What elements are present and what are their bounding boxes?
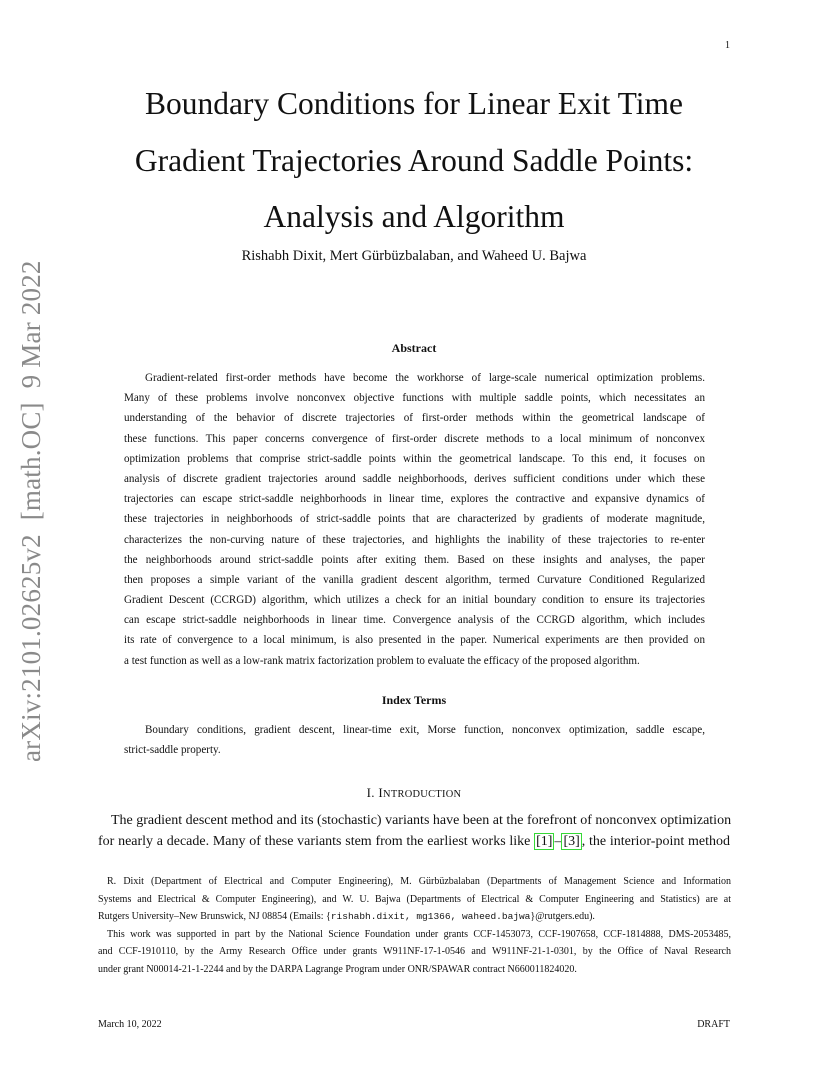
abstract-line: can escape strict-saddle neighborhoods in linear time. Convergence analysis of the CCRGD algorithm, which includes [124,614,705,627]
section-heading-introduction [0,785,828,801]
index-terms-body [124,720,705,760]
footnote-line: and CCF-1910110, by the Army Research Office under grants W911NF-17-1-0546 and W911NF-21-1-0301, by the Office of Naval Research [98,946,731,958]
author-list: Rishabh Dixit, Mert Gürbüzbalaban, and Waheed U. Bajwa [241,248,587,264]
footnote-line: Systems and Electrical & Computer Engineering), and W. U. Bajwa (Departments of Electrical & Computer Engineering and Statistics) are at [98,893,731,905]
intro-line [98,832,730,853]
footnote-text: Rutgers University–New Brunswick, NJ 08854 (Emails: { [98,911,331,923]
page-number: 1 [725,40,730,51]
footnote-text: }@rutgers.edu). [530,911,595,923]
intro-text: for nearly a decade. Many of these variants stem from the earliest works like [98,833,535,849]
abstract-body [124,368,705,671]
citation-separator: – [554,833,562,849]
abstract-heading: Abstract [391,341,437,355]
section-numeral: I. [366,785,379,800]
footnote-line: under grant N00014-21-1-2244 and by the DARPA Lagrange Program under ONR/SPAWAR contract N660011824020. [98,963,577,975]
abstract-line: then proposes a simple variant of the vanilla gradient descent algorithm, termed Curvature Conditioned Regularized [124,573,705,586]
abstract-line: its rate of convergence to a local minimum, is also presented in the paper. Numerical experiments are then provided on [124,634,705,647]
abstract-line: Gradient-related first-order methods have become the workhorse of large-scale numerical optimization problems. [145,372,705,384]
introduction-body [98,811,730,852]
intro-line: The gradient descent method and its (stochastic) variants have been at the forefront of nonconvex optimization [111,813,732,828]
title-line: Gradient Trajectories Around Saddle Points: [134,142,694,178]
paper-title [0,76,828,246]
abstract-line: Many of these problems involve nonconvex objective functions with multiple saddle points, which necessitates an [124,392,705,405]
abstract-line: analysis of discrete gradient trajectories around saddle neighborhoods, derives sufficient conditions under which these [124,472,705,485]
citation-link[interactable]: [1] [536,833,553,849]
footer-draft-label: DRAFT [697,1019,730,1030]
footnote-line: R. Dixit (Department of Electrical and Computer Engineering), M. Gürbüzbalaban (Departments of Management Science and Information [107,876,731,887]
section-first-letter: I [378,785,384,800]
abstract-line: trajectories can escape strict-saddle neighborhoods in linear time, explores the contractive and expansive dynamics of [124,493,705,506]
abstract-line: the neighborhoods around strict-saddle points after exiting them. Based on these insights and analyses, the paper [124,553,705,566]
index-terms-heading: Index Terms [381,693,447,707]
email-list: rishabh.dixit, mg1366, waheed.bajwa [330,911,531,923]
intro-text: , the interior-point method [581,833,730,849]
abstract-line: these trajectories in neighborhoods of strict-saddle points that are characterized by gradients of moderate magnitude, [124,513,705,526]
section-title-caps: NTRODUCTION [383,789,462,800]
abstract-line: characterizes the non-curving nature of these trajectories, and highlights the inability of these trajectories to re-enter [124,533,705,546]
footnote-line: This work was supported in part by the National Science Foundation under grants CCF-1453073, CCF-1907658, CCF-1814888, DMS-2053485, [107,928,731,940]
footnote-line [98,908,731,926]
title-line: Boundary Conditions for Linear Exit Time [144,86,684,121]
index-terms-line: Boundary conditions, gradient descent, linear-time exit, Morse function, nonconvex optimization, saddle escape, [145,724,705,736]
abstract-line: Gradient Descent (CCRGD) algorithm, which utilizes a check for an initial boundary condition to ensure its trajectories [124,594,705,607]
footnotes [98,873,731,979]
index-terms-line: strict-saddle property. [124,744,221,757]
title-line: Analysis and Algorithm [263,199,565,234]
abstract-line: understanding of the behavior of discrete trajectories of first-order methods within the geometrical landscape of [124,412,705,425]
abstract-line: these functions. This paper concerns convergence of first-order discrete methods to a local minimum of nonconvex [124,432,705,445]
abstract-line: optimization problems that comprise strict-saddle points within the geometrical landscape. To this end, it focuses on [124,452,705,465]
footer-date: March 10, 2022 [98,1019,162,1030]
citation-link[interactable]: [3] [563,833,580,849]
abstract-line: a test function as well as a low-rank matrix factorization problem to evaluate the efficacy of the proposed algorithm. [124,654,640,667]
arxiv-identifier: arXiv:2101.02625v2 [math.OC] 9 Mar 2022 [16,260,46,762]
